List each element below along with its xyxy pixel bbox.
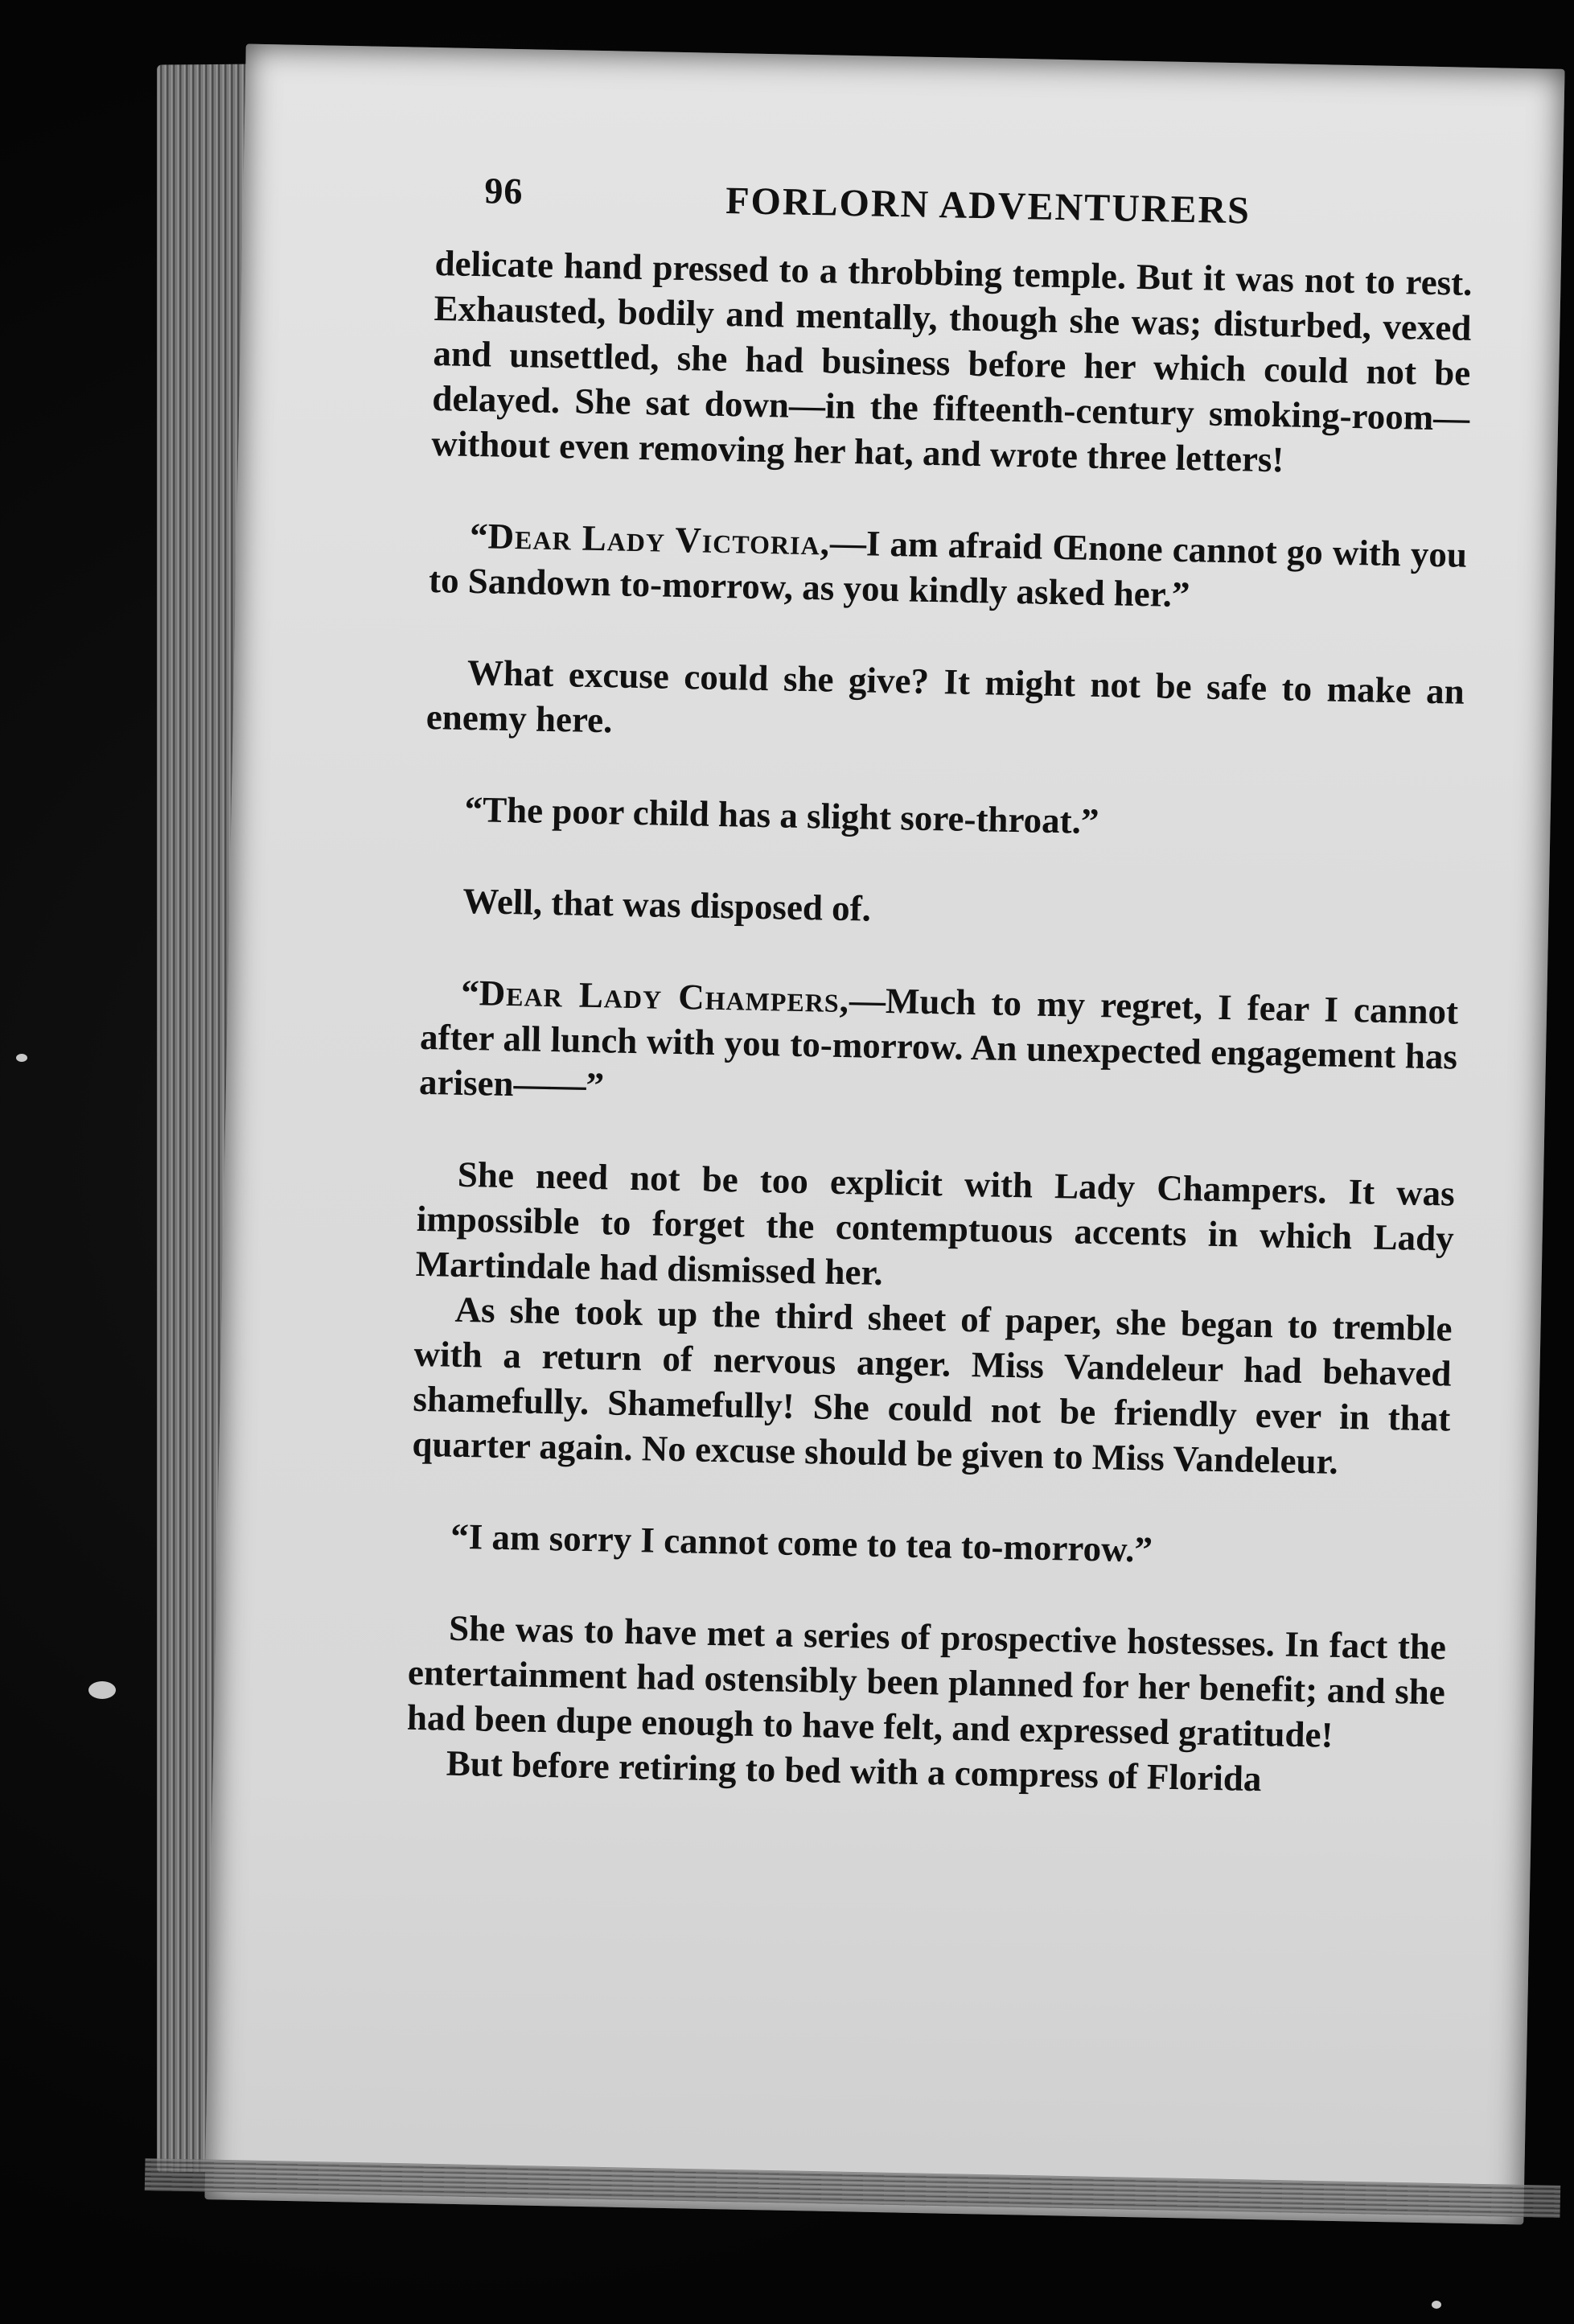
paragraph-8: She was to have met a series of prospective hostesses. In fact the entertainment had ostensibly been planned for her benefit; and she had been dupe enough to have felt, and expressed gratitude! [406,1607,1447,1755]
letter-victoria-text: —I am afraid Œnone cannot go with you to Sandown to-morrow, as you kindly asked her.” [428,522,1468,615]
page-number: 96 [483,170,524,212]
letter-champers-open-quote: “ [460,972,480,1014]
page-text [405,241,1473,1804]
paragraph-4: Well, that was disposed of. [462,880,872,929]
paragraph-6: As she took up the third sheet of paper, she began to tremble with a return of nervous anger. Miss Vandeleur had behaved shamefully. Shamefully! She could not be friendly ever in that quarter again. No excuse should be given to Miss Vandeleur. [412,1289,1453,1482]
letter-champers-text: —Much to my regret, I fear I cannot after all lunch with you to-morrow. An unexpected engagement has arisen——” [418,980,1459,1106]
letter-champers [419,969,1459,1125]
dust-speck [1432,2301,1441,2309]
paragraph-7: “I am sorry I cannot come to tea to-morrow.” [450,1516,1153,1570]
book-page [204,44,1564,2225]
letter-victoria-salutation: Dear Lady Victoria, [487,516,831,563]
dust-speck [16,1054,27,1062]
dust-speck [88,1681,116,1699]
running-head [484,169,1434,244]
paragraph-9: But before retiring to bed with a compress of Florida [446,1742,1262,1800]
letter-champers-salutation: Dear Lady Champers, [479,973,850,1021]
book-title: FORLORN ADVENTURERS [725,179,1251,232]
letter-victoria [429,512,1468,623]
letter-victoria-open-quote: “ [469,515,489,557]
paragraph-3: “The poor child has a slight sore-throat.” [464,788,1099,842]
paragraph-2: What excuse could she give? It might not be safe to make an enemy here. [425,652,1465,741]
paragraph-1: delicate hand pressed to a throbbing temple. But it was not to rest. Exhausted, bodily and mentally, though she was; disturbed, vexed and unsettled, she had business before her which could not be delayed. She sat down—in the fifteenth-century smoking-room—without even removing her hat, and wrote three letters! [430,243,1473,480]
paragraph-5: She need not be too explicit with Lady Champers. It was impossible to forget the contemptuous accents in which Lady Martindale had dismissed her. [415,1154,1456,1293]
